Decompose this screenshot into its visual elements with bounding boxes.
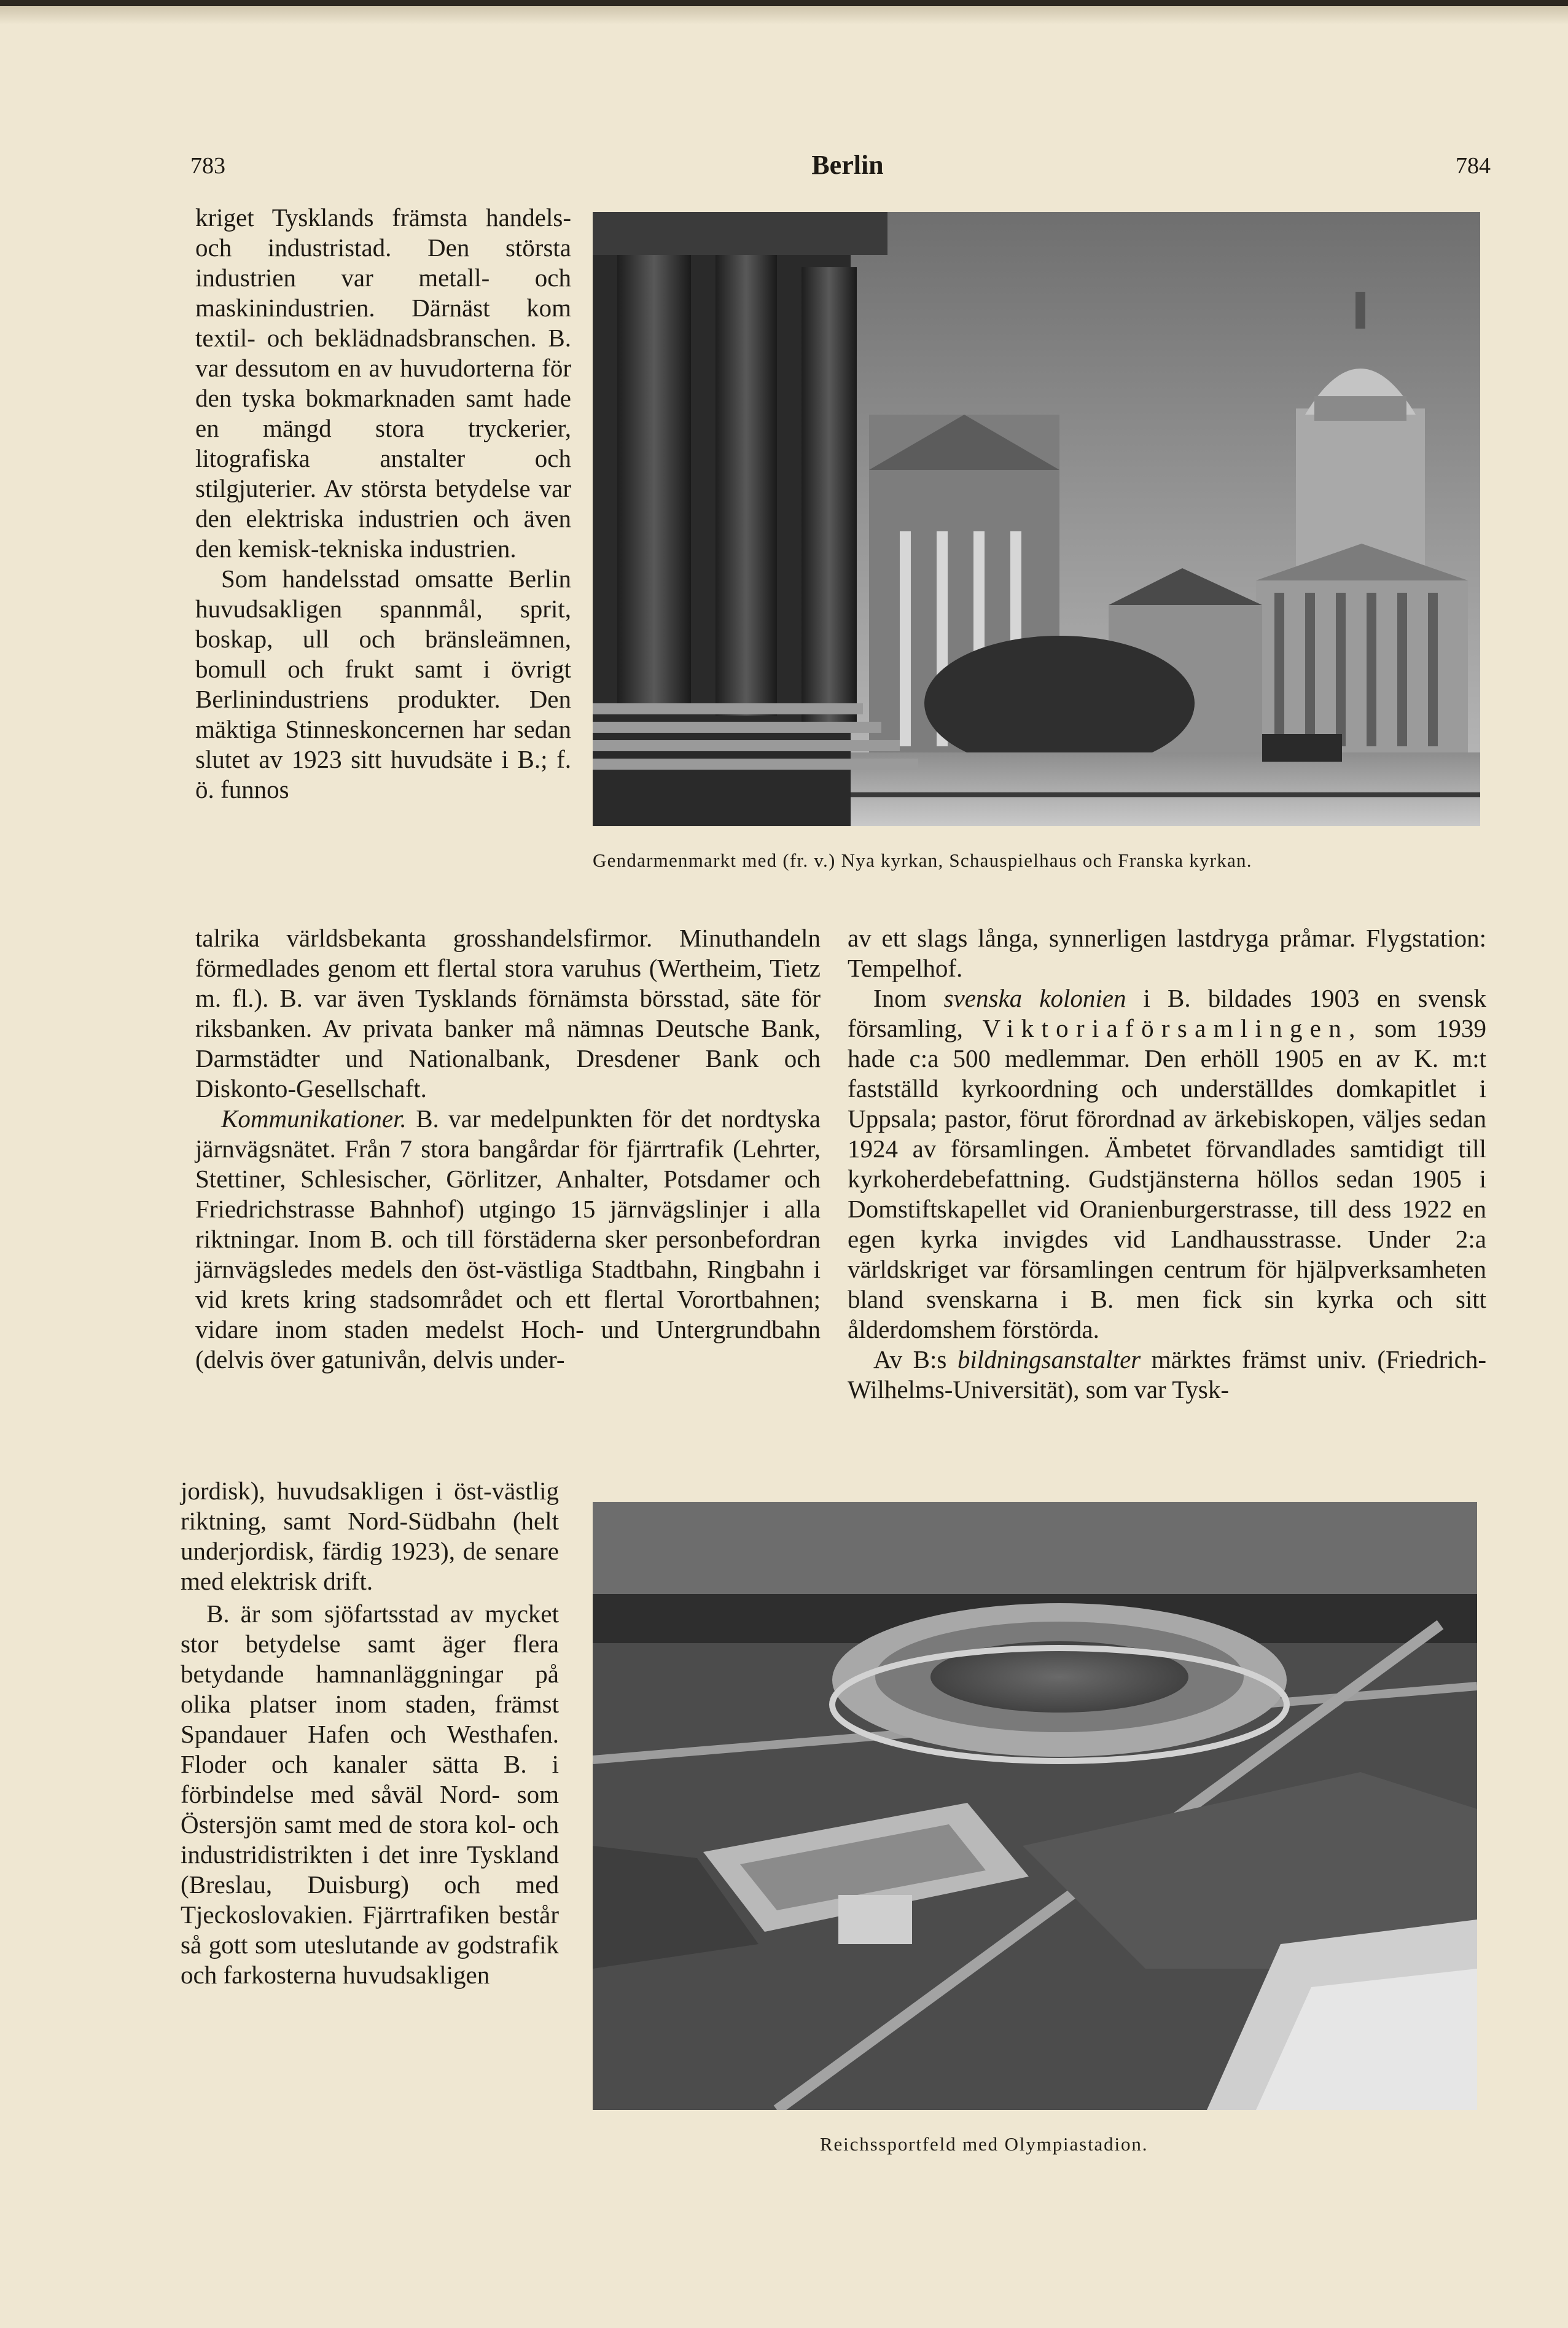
paragraph: kriget Tysklands främsta handels- och industristad. Den största industrien var metall- och maskinindustrien. Därnäst kom textil- och beklädnadsbranschen. B. var dessutom en av huvudorterna för den tyska bokmarknaden samt hade en mängd stora tryckerier, litografiska anstalter och stilgjuterier. Av största betydelse var den elektriska industrien och även den kemisk-tekniska industrien.	[195, 203, 571, 563]
section-label: svenska kolonien	[943, 984, 1126, 1012]
paragraph: talrika världsbekanta grosshandelsfirmor. Minuthandeln förmedlades genom ett flertal stora varuhus (Wertheim, Tietz m. fl.). B. var även Tysklands förnämsta börsstad, säte för riksbanken. Av privata banker må nämnas Deutsche Bank, Darmstädter und Nationalbank, Dresdener Bank och Diskonto-Gesellschaft.	[195, 924, 821, 1103]
page-edge	[0, 0, 1568, 6]
running-title: Berlin	[811, 150, 884, 180]
text-column-upper-left	[195, 203, 571, 805]
paragraph: B. är som sjöfartsstad av mycket stor betydelse samt äger flera betydande hamnanläggningar på olika platser inom staden, främst Spandauer Hafen och Westhafen. Floder och kanaler sätta B. i förbindelse med såväl Nord- som Östersjön samt med de stora kol- och industridistrikten i det inre Tyskland (Breslau, Duisburg) och med Tjeckoslovakien. Fjärrtrafiken består så gott som uteslutande av godstrafik och farkosterna huvudsakligen	[181, 1600, 559, 1989]
page-number-left: 783	[190, 153, 225, 179]
paragraph: Som handelsstad omsatte Berlin huvudsakligen spannmål, sprit, boskap, ull och bränsleämnen, bomull och frukt samt i övrigt Berlinindustriens produkter. Den mäktiga Stinneskoncernen har sedan slutet av 1923 sitt huvudsäte i B.; f. ö. funnos	[195, 564, 571, 803]
bottom-figure-caption: Reichssportfeld med Olympiastadion.	[820, 2133, 1149, 2155]
paragraph-kommunikationer: Kommunikationer. B. var medelpunkten för det nordtyska järnvägsnätet. Från 7 stora bangårdar för fjärrtrafik (Lehrter, Stettiner, Schlesischer, Görlitzer, Anhalter, Potsdamer och Friedrichstrasse Bahnhof) utgingo 15 järnvägslinjer i alla riktningar. Inom B. och till förstäderna sker personbefordran järnvägsledes medels den öst-västliga Stadtbahn, Ringbahn i vid krets kring stadsområdet och ett flertal Vorortbahnen; vidare inom staden medelst Hoch- und Untergrundbahn (delvis över gatunivån, delvis under-	[195, 1104, 821, 1373]
reichssportfeld-illustration	[593, 1502, 1477, 2110]
text-column-right	[848, 923, 1486, 1405]
section-label: Kommunikationer.	[221, 1104, 407, 1133]
reichssportfeld-photo	[593, 1502, 1477, 2110]
paragraph-svenska-kolonien: Inom svenska kolonien i B. bildades 1903 en svensk församling, Viktoriaförsamlingen, som 1939 hade c:a 500 medlemmar. Den erhöll 1905 en av K. m:t fastställd kyrkoordning och underställdes domkapitlet i Uppsala; pastor, förut förordnad av ärkebiskopen, väljes sedan 1924 av församlingen. Ämbetet förvandlades samtidigt till kyrkoherdebefattning. Gudstjänsterna höllos sedan 1905 i Domstiftskapellet vid Oranienburgerstrasse, till dess 1922 en egen kyrka invigdes vid Landhausstrasse. Under 2:a världskriget var församlingen centrum för hjälpverksamheten bland svenskarna i B. men fick sin kyrka och sitt ålderdomshem förstörda.	[848, 984, 1487, 1343]
top-figure-caption: Gendarmenmarkt med (fr. v.) Nya kyrkan, Schauspielhaus och Franska kyrkan.	[593, 850, 1252, 871]
paragraph-bildningsanstalter: Av B:s bildningsanstalter märktes främst univ. (Friedrich-Wilhelms-Universität), som var Tysk-	[848, 1345, 1486, 1404]
page-edge-shadow	[0, 6, 1568, 25]
gendarmenmarkt-illustration	[593, 212, 1480, 826]
section-label: bildningsanstalter	[957, 1345, 1141, 1373]
text-column-middle-left	[195, 923, 821, 1375]
text-column-lower-left	[181, 1476, 559, 1990]
paragraph: av ett slags långa, synnerligen lastdryga pråmar. Flygstation: Tempelhof.	[848, 924, 1486, 982]
gendarmenmarkt-photo	[593, 212, 1480, 826]
page-number-right: 784	[1456, 153, 1491, 179]
paragraph: jordisk), huvudsakligen i öst-västlig riktning, samt Nord-Südbahn (helt underjordisk, färdig 1923), de senare med elektrisk drift.	[181, 1477, 559, 1595]
